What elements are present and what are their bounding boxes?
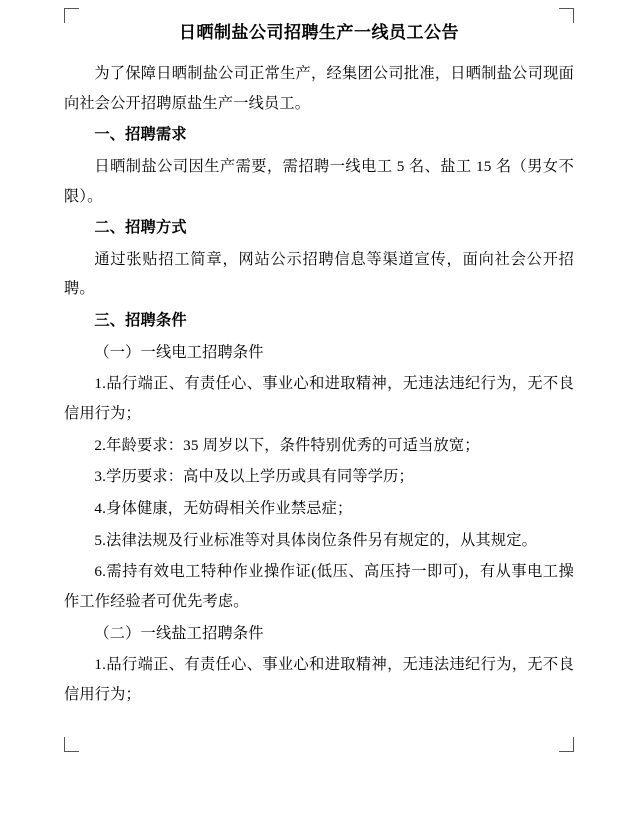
document-title: 日晒制盐公司招聘生产一线员工公告 (179, 23, 459, 42)
heading-section-1: 一、招聘需求 (94, 126, 187, 144)
heading-section-2: 二、招聘方式 (94, 219, 187, 237)
heading-section-3: 三、招聘条件 (94, 312, 187, 330)
document-body (64, 10, 574, 711)
subheading-saltworker-conditions: （二）一线盐工招聘条件 (94, 624, 264, 642)
paragraph-section-2-body: 通过张贴招工简章，网站公示招聘信息等渠道宣传，面向社会公开招聘。 (64, 250, 574, 298)
list-item-electrician-6: 6.需持有效电工特种作业操作证(低压、高压持一即可)，有从事电工操作工作经验者可优先考虑。 (64, 563, 574, 610)
subheading-electrician-conditions: （一）一线电工招聘条件 (94, 343, 264, 361)
list-item-electrician-5: 5.法律法规及行业标准等对具体岗位条件另有规定的，从其规定。 (94, 531, 538, 549)
list-item-electrician-4: 4.身体健康，无妨碍相关作业禁忌症； (94, 499, 353, 517)
list-item-electrician-3: 3.学历要求：高中及以上学历或具有同等学历； (94, 468, 414, 486)
crop-mark-bottom-right (559, 737, 574, 752)
paragraph-section-1-body: 日晒制盐公司因生产需要，需招聘一线电工 5 名、盐工 15 名（男女不限）。 (64, 157, 574, 205)
list-item-saltworker-1: 1.品行端正、有责任心、事业心和进取精神，无违法违纪行为，无不良信用行为； (64, 656, 574, 703)
crop-mark-bottom-left (64, 737, 79, 752)
paragraph-intro: 为了保障日晒制盐公司正常生产，经集团公司批准，日晒制盐公司现面向社会公开招聘原盐生产一线员工。 (64, 65, 574, 112)
list-item-electrician-2: 2.年龄要求：35 周岁以下，条件特别优秀的可适当放宽； (94, 436, 480, 454)
list-item-electrician-1: 1.品行端正、有责任心、事业心和进取精神，无违法违纪行为，无不良信用行为； (64, 375, 574, 423)
